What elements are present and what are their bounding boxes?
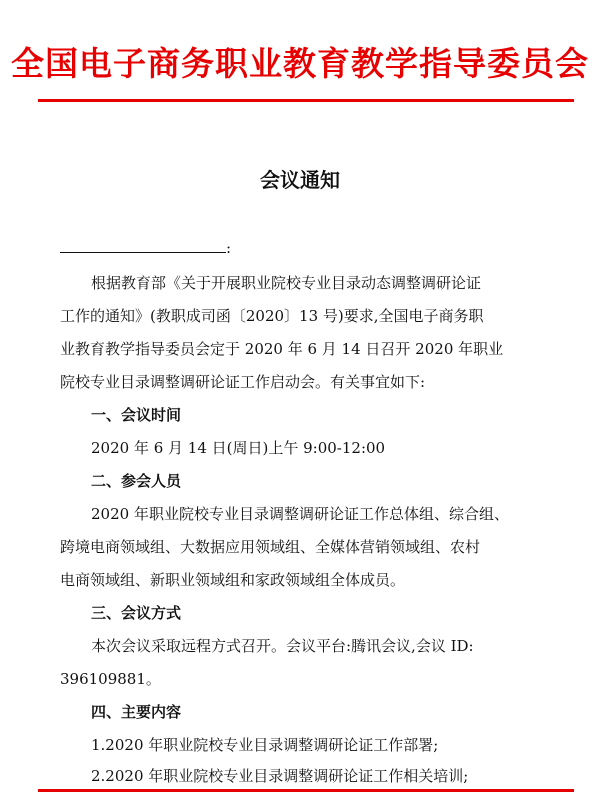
section-content-line-2: 2.2020 年职业院校专业目录调整调研论证工作相关培训; [91,767,469,785]
addressee-colon: : [226,239,232,257]
addressee-line [60,238,231,258]
intro-line-1: 根据教育部《关于开展职业院校专业目录动态调整调研论证 [91,274,482,292]
notice-title: 会议通知 [260,168,340,192]
section-attendees-line-2: 跨境电商领域组、大数据应用领域组、全媒体营销领域组、农村 [60,538,481,556]
section-heading-content: 四、主要内容 [91,703,182,721]
section-heading-time: 一、会议时间 [91,406,182,424]
header-red-rule [38,99,574,102]
section-heading-attendees: 二、参会人员 [91,472,182,490]
section-method-line-1: 本次会议采取远程方式召开。会议平台:腾讯会议,会议 ID: [91,637,474,655]
section-attendees-line-3: 电商领域组、新职业领域组和家政领域组全体成员。 [60,571,406,589]
intro-line-4: 院校专业目录调整调研论证工作启动会。有关事宜如下: [60,373,426,391]
section-method-line-2: 396109881。 [60,670,161,688]
org-name-header: 全国电子商务职业教育教学指导委员会 [11,44,589,83]
section-attendees-line-1: 2020 年职业院校专业目录调整调研论证工作总体组、综合组、 [91,505,509,523]
intro-line-3: 业教育教学指导委员会定于 2020 年 6 月 14 日召开 2020 年职业 [60,340,504,358]
section-content-line-1: 1.2020 年职业院校专业目录调整调研论证工作部署; [91,736,439,754]
intro-line-2: 工作的通知》(教职成司函〔2020〕13 号)要求,全国电子商务职 [60,307,484,325]
addressee-blank [60,238,226,253]
footer-red-rule [38,789,574,792]
section-heading-method: 三、会议方式 [91,604,182,622]
section-time-line-1: 2020 年 6 月 14 日(周日)上午 9:00-12:00 [91,439,386,457]
